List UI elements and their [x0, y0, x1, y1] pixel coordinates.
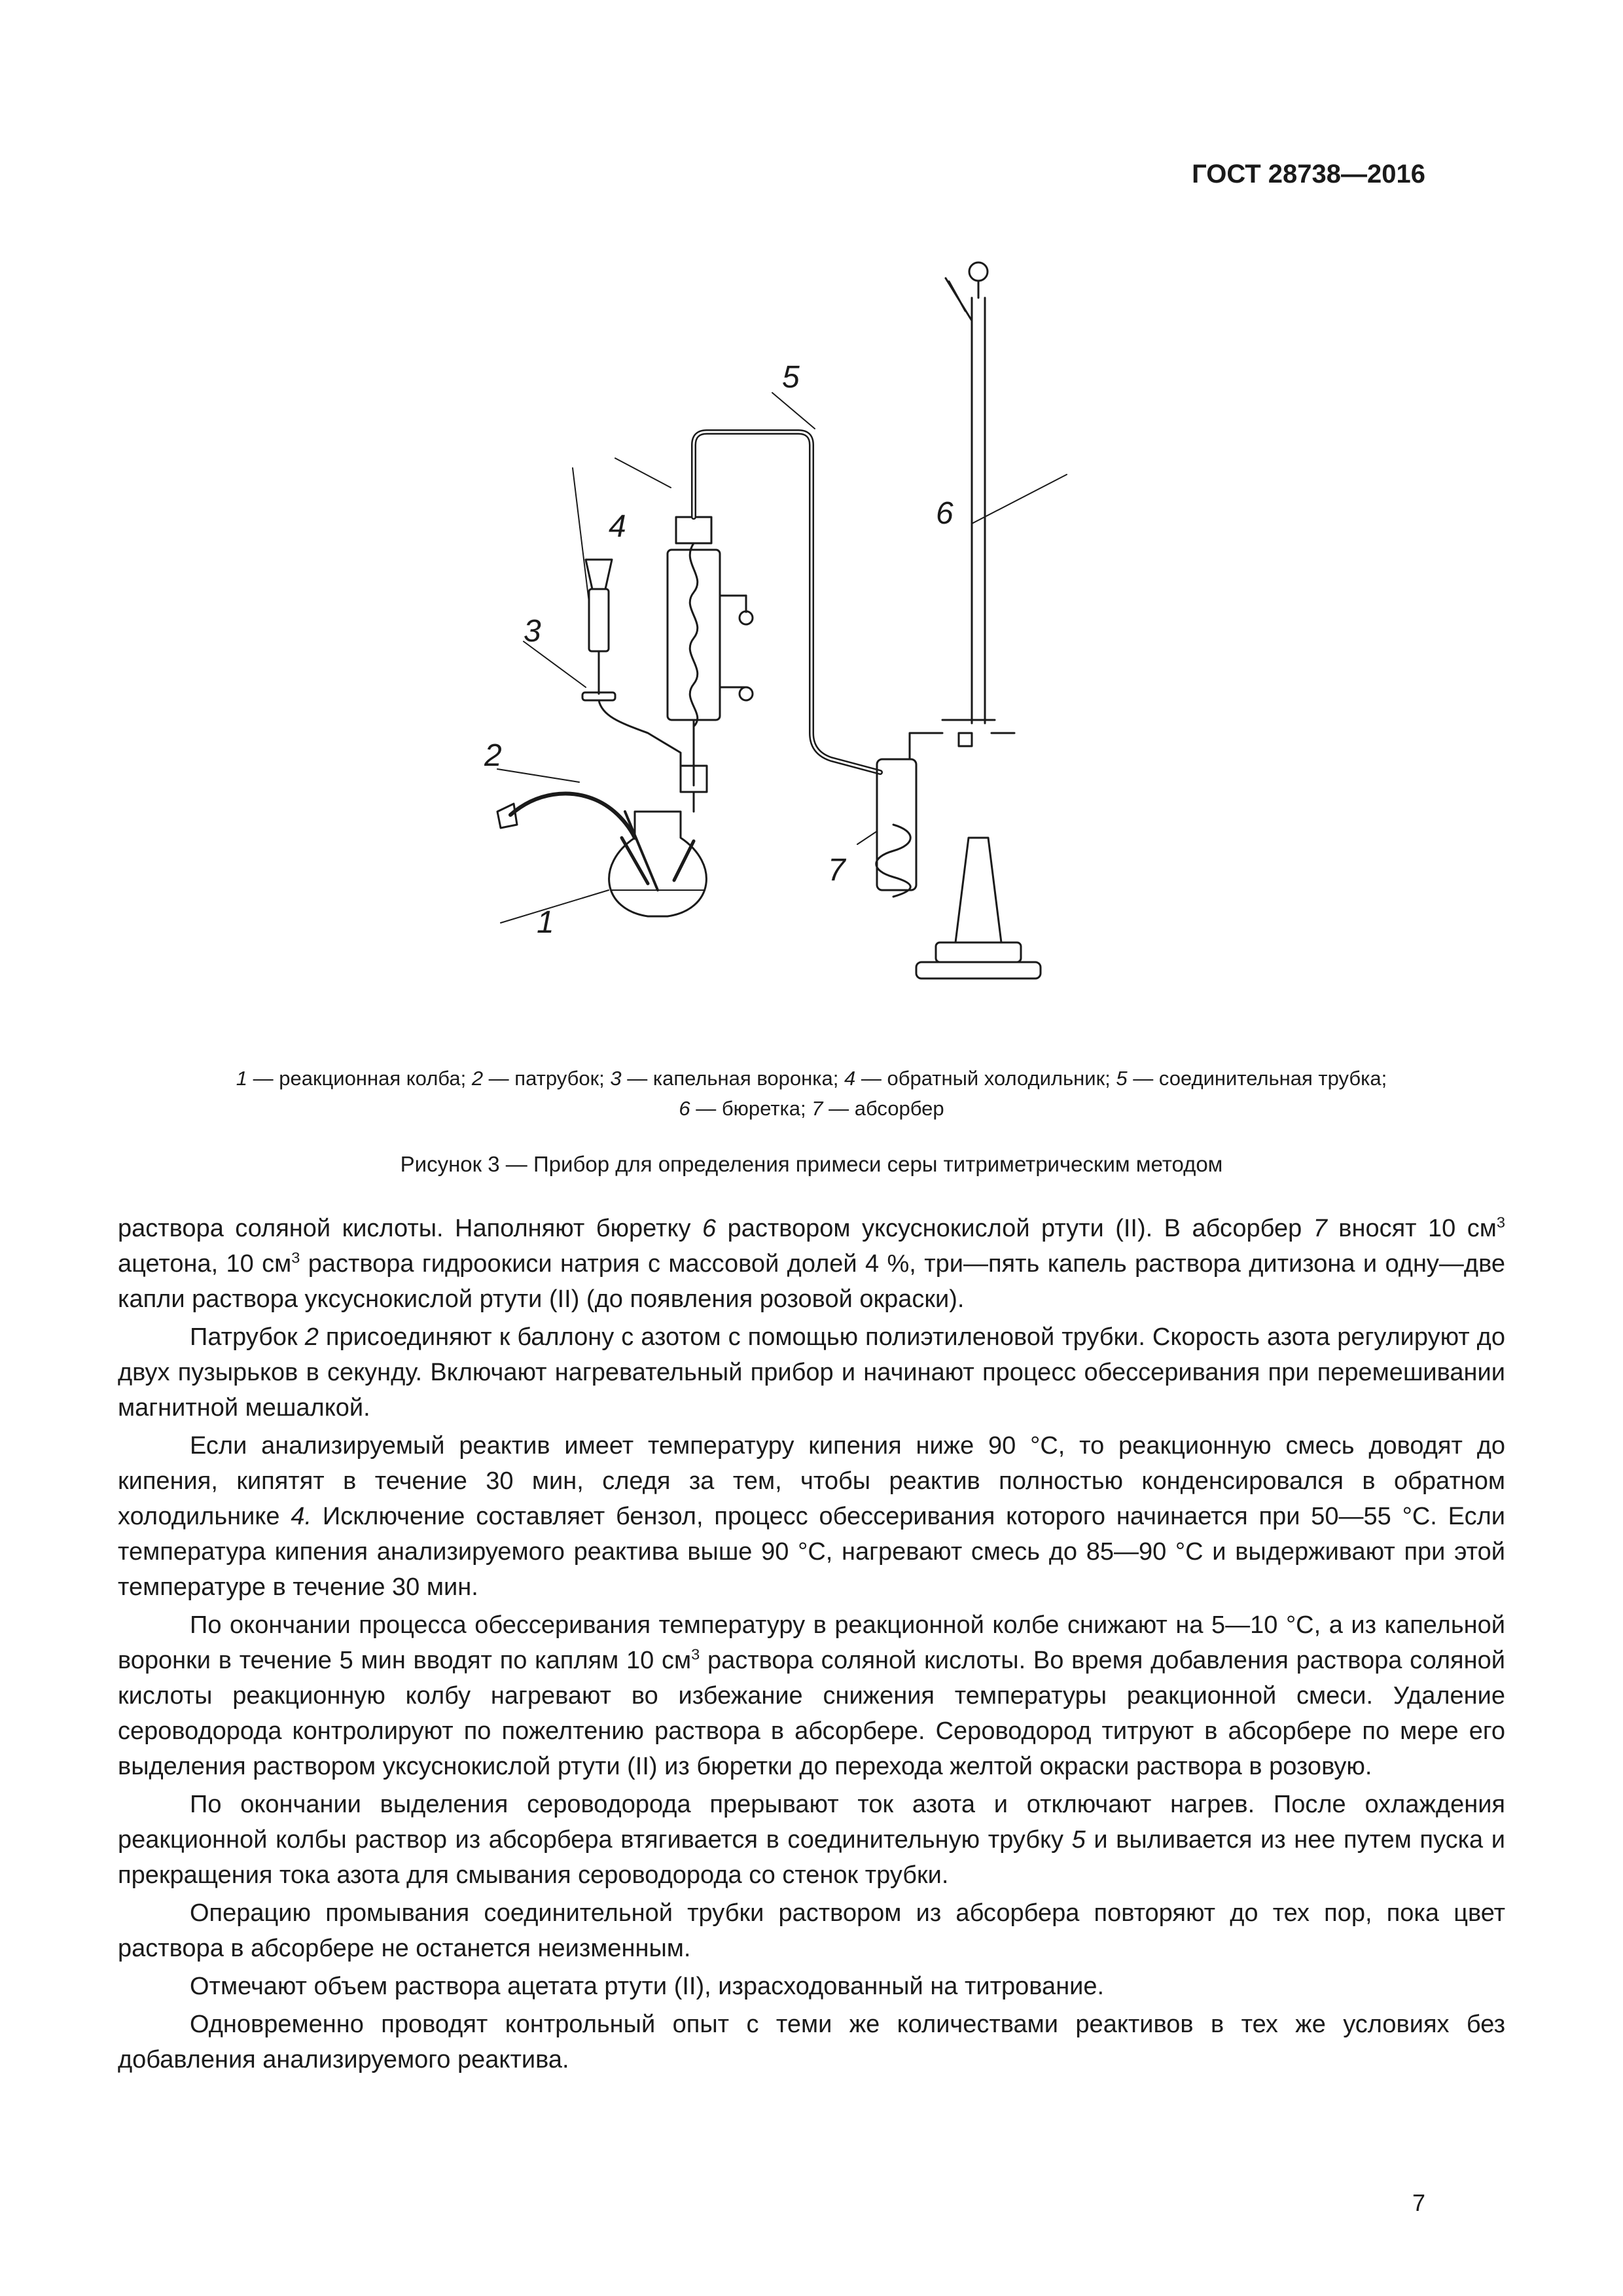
p1-superscript-1: 3 [1496, 1213, 1506, 1231]
p4-text-b: раствора соляной кислоты. Во время добавления раствора соляной кислоты реакционную колбу нагревают во избежание снижения температуры реакционной смеси. Удаление сероводорода контролируют по пожелтению раствора в абсорбере. Сероводород титруют в абсорбере по мере его выделения раствором уксуснокислой ртути (II) из бюретки до перехода желтой окраски раствора в розовую. [118, 1647, 1505, 1780]
absorber-shape [876, 733, 942, 897]
p2-ref-inlet: 2 [304, 1323, 319, 1351]
apparatus-figure [484, 236, 1139, 1054]
label-condenser-number: 4 [609, 509, 626, 544]
p5-text-a: По окончании выделения сероводорода прерывают ток азота и отключают нагрев. После охлаждения реакционной колбы раствор из абсорбера втягивается в соединительную трубку [118, 1791, 1505, 1854]
p1-ref-burette: 6 [702, 1215, 717, 1242]
p1-text-c: раствором уксуснокислой ртути (II). В абсорбер [716, 1215, 1313, 1242]
label-inlet-number: 2 [484, 738, 502, 773]
legend-text-2: — патрубок; [483, 1067, 611, 1090]
body-text [118, 1211, 1505, 2080]
legend-num-2: 2 [471, 1067, 484, 1090]
paragraph-3 [118, 1428, 1505, 1605]
figure-legend [118, 1064, 1505, 1124]
legend-num-3: 3 [610, 1067, 622, 1090]
p1-text-f: ацетона, 10 см [118, 1250, 292, 1278]
label-leader-lines [497, 393, 1067, 923]
p1-superscript-2: 3 [291, 1249, 300, 1266]
p3-ref-condenser: 4. [291, 1503, 312, 1530]
paragraph-5 [118, 1787, 1505, 1893]
legend-text-1: — реакционная колба; [247, 1067, 472, 1090]
page-number: 7 [1412, 2189, 1425, 2216]
p1-text-g: раствора гидроокиси натрия с массовой долей 4 %, три—пять капель раствора дитизона и одну—две капли раствора уксуснокислой ртути (II) (до появления розовой окраски). [118, 1250, 1505, 1313]
p3-text-a: Если анализируемый реактив имеет температуру кипения ниже 90 °С, то реакционную смесь доводят до кипения, кипятят в течение 30 мин, следя за тем, чтобы реактив полностью конденсировался в обратном холодильнике [118, 1432, 1505, 1530]
p5-text-c: и выливается из нее путем пуска и прекращения тока азота для смывания сероводорода со стенок трубки. [118, 1826, 1505, 1889]
apparatus-diagram [484, 236, 1139, 1054]
p3-text-c: Исключение составляет бензол, процесс обессеривания которого начинается при 50—55 °С. Если температура кипения анализируемого реактива выше 90 °С, нагревают смесь до 85—90 °С и выдерживают при этой температуре в течение 30 мин. [118, 1503, 1505, 1601]
label-funnel-number: 3 [524, 614, 541, 649]
p1-text-e: вносят 10 см [1327, 1215, 1497, 1242]
legend-text-6: — бюретка; [690, 1097, 812, 1120]
p1-text-a: раствора соляной кислоты. Наполняют бюретку [118, 1215, 702, 1242]
paragraph-1 [118, 1211, 1505, 1317]
label-absorber-number: 7 [828, 853, 846, 888]
legend-num-1: 1 [236, 1067, 248, 1090]
legend-line-2 [118, 1094, 1505, 1124]
legend-text-3: — капельная воронка; [621, 1067, 844, 1090]
paragraph-2 [118, 1319, 1505, 1426]
legend-text-4: — обратный холодильник; [855, 1067, 1116, 1090]
paragraph-8: Одновременно проводят контрольный опыт с теми же количествами реактивов в тех же условиях без добавления анализируемого реактива. [118, 2011, 1505, 2073]
legend-num-7: 7 [812, 1097, 823, 1120]
legend-num-4: 4 [844, 1067, 856, 1090]
dropping-funnel-shape [582, 560, 681, 772]
connecting-tube-shape [694, 432, 880, 772]
reaction-flask-shape [609, 812, 707, 916]
reflux-condenser-shape [668, 517, 753, 812]
paragraph-6: Операцию промывания соединительной трубки раствором из абсорбера повторяют до тех пор, пока цвет раствора в абсорбере не останется неизменным. [118, 1899, 1505, 1962]
p4-superscript: 3 [691, 1645, 700, 1663]
legend-num-6: 6 [679, 1097, 690, 1120]
burette-shape [916, 262, 1041, 978]
p1-ref-absorber: 7 [1313, 1215, 1327, 1242]
label-tube-number: 5 [782, 360, 800, 395]
legend-num-5: 5 [1116, 1067, 1128, 1090]
legend-line-1 [118, 1064, 1505, 1094]
p5-ref-tube: 5 [1071, 1826, 1086, 1854]
paragraph-7: Отмечают объем раствора ацетата ртути (II), израсходованный на титрование. [190, 1973, 1105, 2000]
document-header-standard-id: ГОСТ 28738—2016 [1192, 160, 1425, 188]
label-burette-number: 6 [936, 496, 954, 531]
p2-text-c: присоединяют к баллону с азотом с помощью полиэтиленовой трубки. Скорость азота регулируют до двух пузырьков в секунду. Включают нагревательный прибор и начинают процесс обессеривания при перемешивании магнитной мешалкой. [118, 1323, 1505, 1422]
p4-text-a: По окончании процесса обессеривания температуру в реакционной колбе снижают на 5—10 °С, а из капельной воронки в течение 5 мин вводят по каплям 10 см [118, 1611, 1505, 1674]
legend-text-5: — соединительная трубка; [1127, 1067, 1387, 1090]
label-flask-number: 1 [537, 905, 554, 940]
nitrogen-inlet-tube-shape [497, 794, 658, 890]
paragraph-4 [118, 1607, 1505, 1784]
figure-caption: Рисунок 3 — Прибор для определения примеси серы титриметрическим методом [400, 1152, 1223, 1176]
p2-text-a: Патрубок [190, 1323, 305, 1351]
legend-text-7: — абсорбер [823, 1097, 944, 1120]
